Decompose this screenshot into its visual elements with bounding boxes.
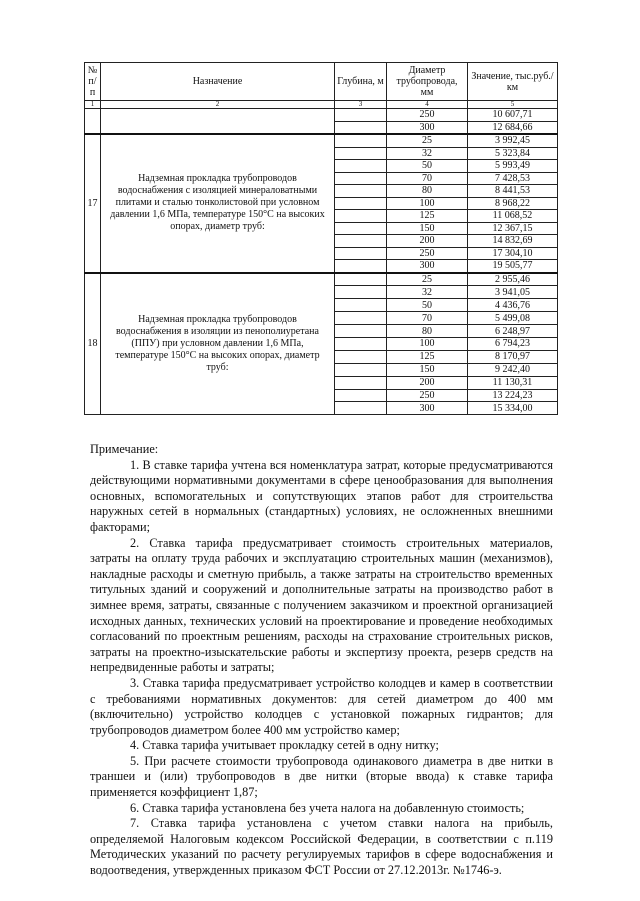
row-description: Надземная прокладка трубопроводов водоснабжения с изоляцией минераловатными плитами и сталью тонколистовой при условном давлении 1,6 МПа, температуре 150°С на высоких опорах, диаметр труб: — [101, 134, 335, 273]
table-row — [85, 109, 558, 122]
row-diameter: 250 — [387, 247, 468, 260]
row-diameter: 70 — [387, 172, 468, 185]
row-diameter: 25 — [387, 273, 468, 286]
row-number — [85, 109, 101, 135]
row-diameter: 25 — [387, 134, 468, 147]
row-depth — [335, 363, 387, 376]
note-item: 3. Ставка тарифа предусматривает устройство колодцев и камер в соответствии с требованиями нормативных документов: для сетей диаметром до 400 мм (включительно) устройство колодцев с установкой пожарных гидрантов; для трубопроводов диаметром более 400 мм устройство камер; — [90, 675, 553, 737]
note-item: 5. При расчете стоимости трубопровода одинакового диаметра в две нитки в траншеи и (или) трубопроводов в две нитки (вторые ввода) к ставке тарифа применяется коэффициент 1,87; — [90, 753, 553, 800]
row-diameter: 200 — [387, 235, 468, 248]
row-depth — [335, 121, 387, 134]
row-value: 8 170,97 — [468, 350, 558, 363]
column-index-row — [85, 101, 558, 109]
row-value: 12 684,66 — [468, 121, 558, 134]
row-depth — [335, 185, 387, 198]
row-diameter: 125 — [387, 350, 468, 363]
row-depth — [335, 247, 387, 260]
row-number: 18 — [85, 273, 101, 415]
row-depth — [335, 389, 387, 402]
note-item: 4. Ставка тарифа учитывает прокладку сетей в одну нитку; — [130, 738, 439, 753]
row-diameter: 32 — [387, 286, 468, 299]
note-item: 6. Ставка тарифа установлена без учета налога на добавленную стоимость; — [130, 800, 525, 815]
header-value: Значение, тыс.руб./км — [468, 63, 558, 101]
row-depth — [335, 197, 387, 210]
row-value: 4 436,76 — [468, 299, 558, 312]
notes-section — [90, 442, 553, 879]
row-diameter: 300 — [387, 121, 468, 134]
column-index: 3 — [335, 101, 387, 109]
row-diameter: 50 — [387, 299, 468, 312]
row-value: 10 607,71 — [468, 109, 558, 122]
row-depth — [335, 134, 387, 147]
row-depth — [335, 337, 387, 350]
header-depth: Глубина, м — [335, 63, 387, 101]
table-row — [85, 273, 558, 286]
column-index: 2 — [101, 101, 335, 109]
row-diameter: 150 — [387, 363, 468, 376]
header-diameter: Диаметр трубопровода, мм — [387, 63, 468, 101]
row-number: 17 — [85, 134, 101, 273]
row-diameter: 80 — [387, 325, 468, 338]
row-depth — [335, 312, 387, 325]
row-depth — [335, 260, 387, 273]
row-diameter: 100 — [387, 197, 468, 210]
row-value: 2 955,46 — [468, 273, 558, 286]
row-diameter: 250 — [387, 109, 468, 122]
row-value: 8 968,22 — [468, 197, 558, 210]
column-index: 4 — [387, 101, 468, 109]
row-depth — [335, 210, 387, 223]
row-value: 8 441,53 — [468, 185, 558, 198]
row-depth — [335, 235, 387, 248]
row-depth — [335, 222, 387, 235]
row-value: 11 068,52 — [468, 210, 558, 223]
row-value: 7 428,53 — [468, 172, 558, 185]
row-value: 5 499,08 — [468, 312, 558, 325]
row-diameter: 300 — [387, 260, 468, 273]
row-diameter: 300 — [387, 402, 468, 415]
header-number: № п/п — [85, 63, 101, 101]
row-value: 9 242,40 — [468, 363, 558, 376]
row-diameter: 70 — [387, 312, 468, 325]
row-value: 3 941,05 — [468, 286, 558, 299]
row-value: 5 993,49 — [468, 160, 558, 173]
header-purpose: Назначение — [101, 63, 335, 101]
table-header-row — [85, 63, 558, 101]
row-depth — [335, 160, 387, 173]
row-value: 6 248,97 — [468, 325, 558, 338]
row-depth — [335, 350, 387, 363]
row-diameter: 32 — [387, 147, 468, 160]
column-index: 5 — [468, 101, 558, 109]
row-diameter: 125 — [387, 210, 468, 223]
notes-heading: Примечание: — [90, 442, 159, 456]
row-diameter: 100 — [387, 337, 468, 350]
row-depth — [335, 273, 387, 286]
row-value: 17 304,10 — [468, 247, 558, 260]
row-value: 6 794,23 — [468, 337, 558, 350]
row-value: 19 505,77 — [468, 260, 558, 273]
row-depth — [335, 172, 387, 185]
row-value: 12 367,15 — [468, 222, 558, 235]
table-row — [85, 134, 558, 147]
row-diameter: 250 — [387, 389, 468, 402]
row-diameter: 150 — [387, 222, 468, 235]
row-value: 11 130,31 — [468, 376, 558, 389]
column-index: 1 — [85, 101, 101, 109]
tariff-table — [84, 62, 558, 415]
table-body — [85, 101, 558, 415]
row-depth — [335, 376, 387, 389]
row-depth — [335, 402, 387, 415]
row-depth — [335, 147, 387, 160]
row-value: 15 334,00 — [468, 402, 558, 415]
row-value: 13 224,23 — [468, 389, 558, 402]
row-description: Надземная прокладка трубопроводов водоснабжения в изоляции из пенополиуретана (ППУ) при условном давлении 1,6 МПа, температуре 150°С на высоких опорах, диаметр труб: — [101, 273, 335, 415]
row-depth — [335, 299, 387, 312]
row-depth — [335, 325, 387, 338]
row-diameter: 80 — [387, 185, 468, 198]
note-item: 7. Ставка тарифа установлена с учетом ставки налога на прибыль, определяемой Налоговым кодексом Российской Федерации, в соответствии с п.119 Методических указаний по расчету регулируемых тарифов в сфере водоснабжения и водоотведения, утвержденных приказом ФСТ России от 27.12.2013г. №1746-э. — [90, 816, 553, 878]
note-item: 2. Ставка тарифа предусматривает стоимость строительных материалов, затраты на оплату труда рабочих и эксплуатацию строительных машин (механизмов), накладные расходы и сметную прибыль, а также затраты на строительство временных титульных зданий и сооружений и дополнительные затраты на производство работ в зимнее время, затраты, связанные с получением заказчиком и проектной организацией исходных данных, технических условий на проектирование и проведение необходимых согласований по проектным решениям, расходы на страхование строительных рисков, затраты на проектно-изыскательские работы и экспертизу проекта, резерв средств на непредвиденные работы и затраты; — [90, 535, 553, 675]
row-value: 14 832,69 — [468, 235, 558, 248]
row-diameter: 50 — [387, 160, 468, 173]
row-value: 5 323,84 — [468, 147, 558, 160]
row-value: 3 992,45 — [468, 134, 558, 147]
row-diameter: 200 — [387, 376, 468, 389]
row-description — [101, 109, 335, 135]
row-depth — [335, 286, 387, 299]
row-depth — [335, 109, 387, 122]
note-item: 1. В ставке тарифа учтена вся номенклатура затрат, которые предусматриваются действующими нормативными документами в сфере ценообразования для выполнения основных, вспомогательных и сопутствующих этапов работ для строительства наружных сетей в нормальных (стандартных) условиях, не осложненных внешними факторами; — [90, 457, 553, 534]
